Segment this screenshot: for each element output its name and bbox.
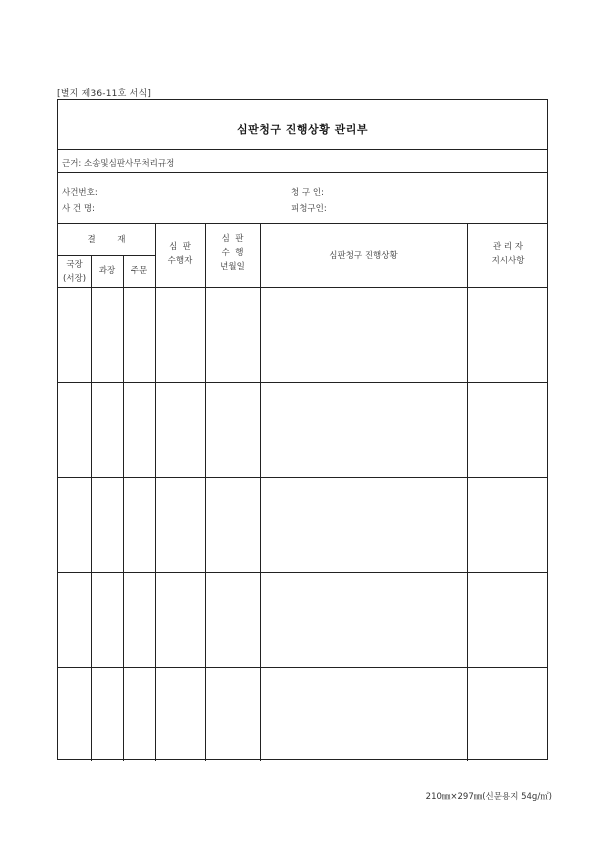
table-row-divider — [58, 382, 547, 383]
column-divider — [205, 223, 206, 761]
officer-header: 주문 — [130, 266, 148, 276]
section-chief-header: 과장 — [98, 266, 116, 276]
legal-basis: 근거: 소송및심판사무처리규정 — [62, 159, 175, 169]
column-divider — [91, 255, 92, 761]
divider — [58, 223, 547, 224]
respondent-field: 피청구인: — [291, 204, 327, 214]
trial-date-line3: 년월일 — [220, 262, 245, 272]
table-row-divider — [58, 667, 547, 668]
divider — [58, 255, 155, 256]
form-number-label: [별지 제36-11호 서식] — [57, 89, 152, 99]
approval-header: 결 재 — [87, 235, 126, 245]
director-label-sub: (서장) — [62, 274, 87, 284]
trial-performer-line1: 심 판 — [169, 242, 191, 252]
instructions-header — [467, 240, 549, 268]
column-divider — [467, 223, 468, 761]
divider — [58, 149, 547, 150]
case-name-field: 사 건 명: — [62, 204, 95, 214]
instructions-line1: 관 리 자 — [492, 242, 524, 252]
column-divider — [123, 255, 124, 761]
trial-date-line1: 심 판 — [221, 234, 244, 244]
table-row-divider — [58, 572, 547, 573]
trial-performer-line2: 수행자 — [167, 256, 193, 266]
trial-date-header — [205, 232, 260, 274]
column-divider — [155, 223, 156, 761]
director-header — [58, 258, 91, 286]
divider — [58, 172, 547, 173]
table-header-divider — [58, 287, 547, 288]
trial-date-line2: 수 행 — [221, 248, 244, 258]
column-divider — [260, 223, 261, 761]
progress-header: 심판청구 진행상황 — [329, 251, 398, 261]
form-title: 심판청구 진행상황 관리부 — [236, 123, 369, 136]
director-label: 국장 — [66, 260, 83, 270]
table-row-divider — [58, 477, 547, 478]
trial-performer-header — [155, 240, 205, 268]
case-number-field: 사건번호: — [62, 188, 98, 198]
instructions-line2: 지시사항 — [491, 256, 525, 266]
paper-spec-footer: 210㎜×297㎜(신문용지 54g/㎡) — [425, 792, 552, 802]
claimant-field: 청 구 인: — [291, 188, 324, 198]
form-frame — [57, 99, 548, 760]
